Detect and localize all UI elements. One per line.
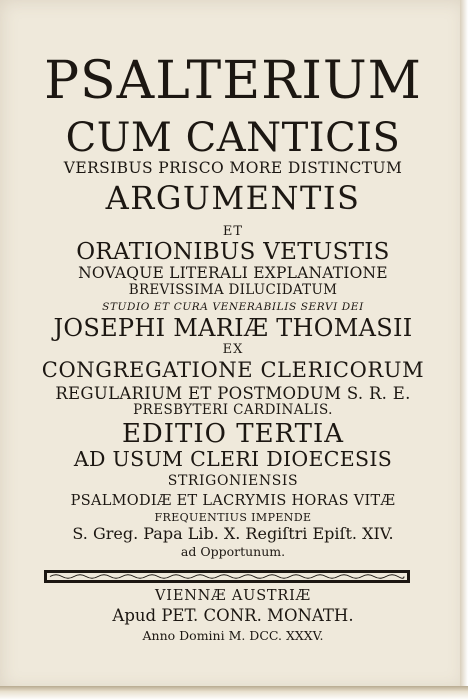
line-congregatione: CONGREGATIONE CLERICORUM bbox=[41, 358, 425, 382]
page-edge-bottom bbox=[0, 686, 468, 700]
imprint-printer: Apud PET. CONR. MONATH. bbox=[112, 606, 354, 625]
epigraph-source: S. Greg. Papa Lib. X. Regiſtri Epiſt. XIV. bbox=[72, 524, 394, 543]
epigraph-line-2: FREQUENTIUS IMPENDE bbox=[154, 511, 312, 524]
edition-statement: EDITIO TERTIA bbox=[121, 419, 345, 449]
line-presbyteri: PRESBYTERI CARDINALIS. bbox=[133, 402, 333, 418]
line-ex: EX bbox=[222, 342, 244, 357]
line-studio: STUDIO ET CURA VENERABILIS SERVI DEI bbox=[102, 301, 364, 313]
imprint-place: VIENNÆ AUSTRIÆ bbox=[155, 588, 311, 604]
line-strigoniensis: STRIGONIENSIS bbox=[167, 473, 299, 489]
subtitle-cum-canticis: CUM CANTICIS bbox=[65, 115, 401, 161]
epigraph-source-2: ad Opportunum. bbox=[180, 544, 286, 559]
line-ad-usum: AD USUM CLERI DIOECESIS bbox=[73, 447, 393, 471]
line-novaque: NOVAQUE LITERALI EXPLANATIONE bbox=[78, 264, 388, 282]
decorative-rule-icon bbox=[44, 570, 410, 583]
page-edge-right bbox=[460, 0, 468, 690]
line-versibus: VERSIBUS PRISCO MORE DISTINCTUM bbox=[63, 159, 403, 177]
epigraph-line-1: PSALMODIÆ ET LACRYMIS HORAS VITÆ bbox=[70, 493, 396, 509]
line-orationibus: ORATIONIBUS VETUSTIS bbox=[76, 239, 390, 265]
line-argumentis: ARGUMENTIS bbox=[105, 179, 361, 217]
line-et: ET bbox=[222, 224, 244, 239]
line-brevissima: BREVISSIMA DILUCIDATUM bbox=[128, 282, 338, 298]
author-name: JOSEPHI MARIÆ THOMASII bbox=[53, 314, 413, 342]
line-regularium: REGULARIUM ET POSTMODUM S. R. E. bbox=[55, 384, 411, 403]
imprint-year: Anno Domini M. DCC. XXXV. bbox=[142, 628, 324, 643]
main-title: PSALTERIUM bbox=[44, 51, 422, 111]
